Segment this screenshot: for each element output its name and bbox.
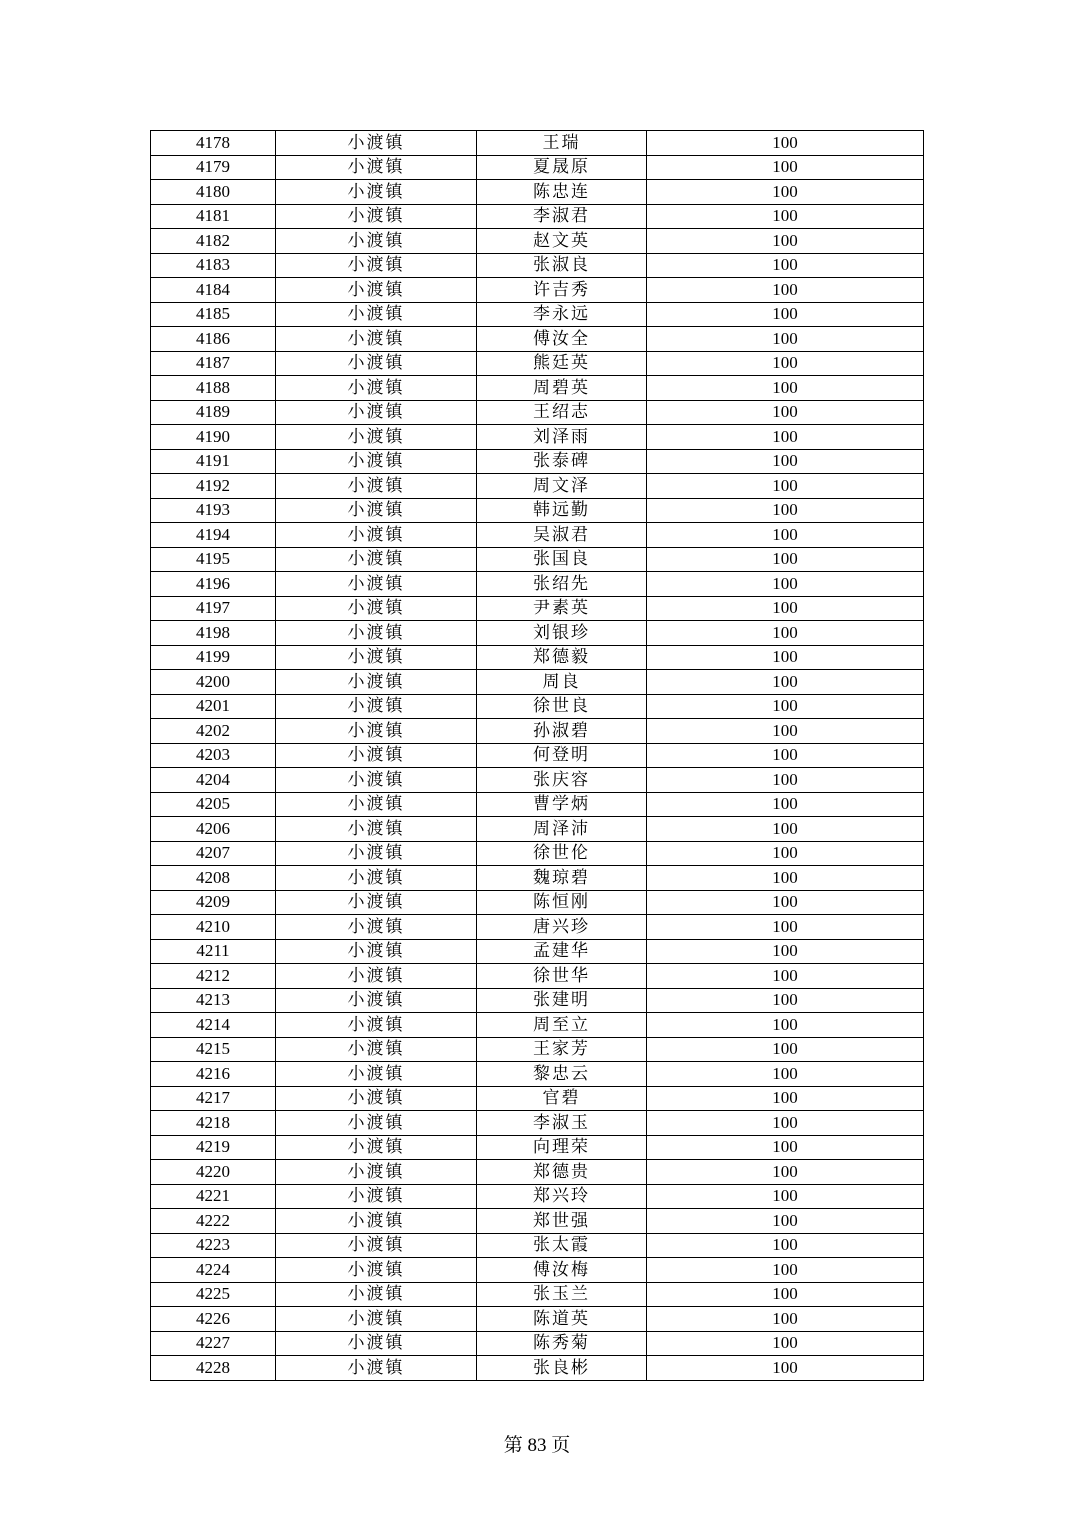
cell-number: 4224 bbox=[151, 1258, 276, 1283]
cell-town: 小渡镇 bbox=[276, 253, 477, 278]
table-row bbox=[151, 1184, 924, 1209]
cell-amount: 100 bbox=[647, 400, 924, 425]
cell-amount: 100 bbox=[647, 351, 924, 376]
cell-town: 小渡镇 bbox=[276, 1209, 477, 1234]
cell-amount: 100 bbox=[647, 204, 924, 229]
cell-town: 小渡镇 bbox=[276, 939, 477, 964]
cell-number: 4217 bbox=[151, 1086, 276, 1111]
cell-name: 张庆容 bbox=[477, 768, 647, 793]
cell-number: 4195 bbox=[151, 547, 276, 572]
cell-number: 4213 bbox=[151, 988, 276, 1013]
cell-number: 4225 bbox=[151, 1282, 276, 1307]
cell-amount: 100 bbox=[647, 180, 924, 205]
cell-town: 小渡镇 bbox=[276, 645, 477, 670]
cell-number: 4211 bbox=[151, 939, 276, 964]
cell-number: 4201 bbox=[151, 694, 276, 719]
cell-amount: 100 bbox=[647, 596, 924, 621]
cell-amount: 100 bbox=[647, 376, 924, 401]
table-row bbox=[151, 1233, 924, 1258]
table-row bbox=[151, 817, 924, 842]
cell-amount: 100 bbox=[647, 1013, 924, 1038]
cell-name: 郑德贵 bbox=[477, 1160, 647, 1185]
table-row bbox=[151, 278, 924, 303]
table-row bbox=[151, 866, 924, 891]
cell-number: 4189 bbox=[151, 400, 276, 425]
cell-town: 小渡镇 bbox=[276, 1282, 477, 1307]
cell-town: 小渡镇 bbox=[276, 1062, 477, 1087]
cell-number: 4214 bbox=[151, 1013, 276, 1038]
cell-amount: 100 bbox=[647, 1307, 924, 1332]
cell-number: 4191 bbox=[151, 449, 276, 474]
cell-town: 小渡镇 bbox=[276, 1356, 477, 1381]
cell-town: 小渡镇 bbox=[276, 621, 477, 646]
cell-number: 4185 bbox=[151, 302, 276, 327]
cell-name: 尹素英 bbox=[477, 596, 647, 621]
cell-amount: 100 bbox=[647, 1356, 924, 1381]
cell-town: 小渡镇 bbox=[276, 572, 477, 597]
cell-name: 韩远勤 bbox=[477, 498, 647, 523]
cell-town: 小渡镇 bbox=[276, 351, 477, 376]
cell-name: 张良彬 bbox=[477, 1356, 647, 1381]
cell-amount: 100 bbox=[647, 229, 924, 254]
table-row bbox=[151, 1160, 924, 1185]
table-row bbox=[151, 1135, 924, 1160]
page-number: 第 83 页 bbox=[503, 1435, 571, 1456]
table-row bbox=[151, 204, 924, 229]
cell-name: 孟建华 bbox=[477, 939, 647, 964]
cell-number: 4184 bbox=[151, 278, 276, 303]
table-row bbox=[151, 988, 924, 1013]
table-row bbox=[151, 1209, 924, 1234]
cell-town: 小渡镇 bbox=[276, 376, 477, 401]
cell-amount: 100 bbox=[647, 866, 924, 891]
cell-amount: 100 bbox=[647, 327, 924, 352]
table-row bbox=[151, 719, 924, 744]
table-row bbox=[151, 1111, 924, 1136]
cell-number: 4220 bbox=[151, 1160, 276, 1185]
table-row bbox=[151, 302, 924, 327]
cell-name: 傅汝梅 bbox=[477, 1258, 647, 1283]
table-body bbox=[151, 131, 924, 1381]
cell-name: 李淑君 bbox=[477, 204, 647, 229]
cell-town: 小渡镇 bbox=[276, 694, 477, 719]
cell-town: 小渡镇 bbox=[276, 425, 477, 450]
cell-name: 刘银珍 bbox=[477, 621, 647, 646]
cell-number: 4206 bbox=[151, 817, 276, 842]
cell-town: 小渡镇 bbox=[276, 1111, 477, 1136]
cell-name: 徐世伦 bbox=[477, 841, 647, 866]
table-row bbox=[151, 768, 924, 793]
cell-name: 张太霞 bbox=[477, 1233, 647, 1258]
cell-name: 郑世强 bbox=[477, 1209, 647, 1234]
cell-number: 4198 bbox=[151, 621, 276, 646]
cell-number: 4180 bbox=[151, 180, 276, 205]
table-row bbox=[151, 890, 924, 915]
table-row bbox=[151, 572, 924, 597]
cell-name: 周文泽 bbox=[477, 474, 647, 499]
cell-town: 小渡镇 bbox=[276, 670, 477, 695]
cell-town: 小渡镇 bbox=[276, 547, 477, 572]
cell-town: 小渡镇 bbox=[276, 155, 477, 180]
table-row bbox=[151, 155, 924, 180]
cell-amount: 100 bbox=[647, 817, 924, 842]
cell-amount: 100 bbox=[647, 719, 924, 744]
table-row bbox=[151, 1062, 924, 1087]
cell-town: 小渡镇 bbox=[276, 1307, 477, 1332]
cell-number: 4215 bbox=[151, 1037, 276, 1062]
cell-name: 张国良 bbox=[477, 547, 647, 572]
table-row bbox=[151, 1037, 924, 1062]
table-row bbox=[151, 964, 924, 989]
cell-amount: 100 bbox=[647, 792, 924, 817]
cell-amount: 100 bbox=[647, 449, 924, 474]
cell-name: 郑德毅 bbox=[477, 645, 647, 670]
cell-town: 小渡镇 bbox=[276, 719, 477, 744]
cell-number: 4221 bbox=[151, 1184, 276, 1209]
cell-town: 小渡镇 bbox=[276, 915, 477, 940]
cell-name: 熊廷英 bbox=[477, 351, 647, 376]
cell-amount: 100 bbox=[647, 498, 924, 523]
cell-town: 小渡镇 bbox=[276, 1184, 477, 1209]
cell-amount: 100 bbox=[647, 1233, 924, 1258]
cell-number: 4182 bbox=[151, 229, 276, 254]
cell-number: 4179 bbox=[151, 155, 276, 180]
cell-name: 曹学炳 bbox=[477, 792, 647, 817]
table-row bbox=[151, 792, 924, 817]
table-row bbox=[151, 743, 924, 768]
cell-number: 4207 bbox=[151, 841, 276, 866]
cell-number: 4209 bbox=[151, 890, 276, 915]
table-row bbox=[151, 449, 924, 474]
cell-name: 王瑞 bbox=[477, 131, 647, 156]
cell-name: 周至立 bbox=[477, 1013, 647, 1038]
cell-name: 夏晟原 bbox=[477, 155, 647, 180]
cell-town: 小渡镇 bbox=[276, 988, 477, 1013]
cell-name: 郑兴玲 bbox=[477, 1184, 647, 1209]
cell-number: 4196 bbox=[151, 572, 276, 597]
cell-number: 4227 bbox=[151, 1331, 276, 1356]
cell-amount: 100 bbox=[647, 474, 924, 499]
cell-amount: 100 bbox=[647, 1086, 924, 1111]
cell-number: 4219 bbox=[151, 1135, 276, 1160]
table-row bbox=[151, 841, 924, 866]
cell-name: 官碧 bbox=[477, 1086, 647, 1111]
table-row bbox=[151, 1331, 924, 1356]
cell-town: 小渡镇 bbox=[276, 964, 477, 989]
cell-name: 傅汝全 bbox=[477, 327, 647, 352]
cell-number: 4208 bbox=[151, 866, 276, 891]
cell-number: 4222 bbox=[151, 1209, 276, 1234]
cell-amount: 100 bbox=[647, 1331, 924, 1356]
table-row bbox=[151, 694, 924, 719]
cell-name: 陈忠连 bbox=[477, 180, 647, 205]
table-row bbox=[151, 645, 924, 670]
cell-number: 4183 bbox=[151, 253, 276, 278]
cell-town: 小渡镇 bbox=[276, 792, 477, 817]
cell-number: 4178 bbox=[151, 131, 276, 156]
cell-town: 小渡镇 bbox=[276, 1233, 477, 1258]
cell-amount: 100 bbox=[647, 670, 924, 695]
cell-name: 张玉兰 bbox=[477, 1282, 647, 1307]
cell-amount: 100 bbox=[647, 1135, 924, 1160]
cell-name: 张建明 bbox=[477, 988, 647, 1013]
cell-number: 4187 bbox=[151, 351, 276, 376]
table-row bbox=[151, 621, 924, 646]
cell-name: 吴淑君 bbox=[477, 523, 647, 548]
table-row bbox=[151, 1356, 924, 1381]
cell-amount: 100 bbox=[647, 890, 924, 915]
table-row bbox=[151, 474, 924, 499]
cell-name: 李淑玉 bbox=[477, 1111, 647, 1136]
table-row bbox=[151, 1307, 924, 1332]
cell-amount: 100 bbox=[647, 547, 924, 572]
table-row bbox=[151, 670, 924, 695]
data-table bbox=[150, 130, 924, 1381]
cell-amount: 100 bbox=[647, 572, 924, 597]
cell-amount: 100 bbox=[647, 1111, 924, 1136]
cell-amount: 100 bbox=[647, 155, 924, 180]
cell-number: 4203 bbox=[151, 743, 276, 768]
cell-town: 小渡镇 bbox=[276, 596, 477, 621]
cell-town: 小渡镇 bbox=[276, 866, 477, 891]
cell-amount: 100 bbox=[647, 939, 924, 964]
cell-number: 4202 bbox=[151, 719, 276, 744]
table-row bbox=[151, 1258, 924, 1283]
table-row bbox=[151, 327, 924, 352]
cell-amount: 100 bbox=[647, 253, 924, 278]
cell-name: 陈道英 bbox=[477, 1307, 647, 1332]
table-row bbox=[151, 253, 924, 278]
cell-number: 4193 bbox=[151, 498, 276, 523]
table-row bbox=[151, 915, 924, 940]
cell-name: 何登明 bbox=[477, 743, 647, 768]
cell-name: 陈秀菊 bbox=[477, 1331, 647, 1356]
cell-number: 4228 bbox=[151, 1356, 276, 1381]
cell-amount: 100 bbox=[647, 768, 924, 793]
cell-number: 4216 bbox=[151, 1062, 276, 1087]
cell-amount: 100 bbox=[647, 1282, 924, 1307]
cell-town: 小渡镇 bbox=[276, 1037, 477, 1062]
cell-number: 4199 bbox=[151, 645, 276, 670]
cell-amount: 100 bbox=[647, 523, 924, 548]
cell-town: 小渡镇 bbox=[276, 474, 477, 499]
cell-number: 4181 bbox=[151, 204, 276, 229]
cell-number: 4190 bbox=[151, 425, 276, 450]
cell-name: 徐世华 bbox=[477, 964, 647, 989]
table-row bbox=[151, 939, 924, 964]
table-row bbox=[151, 229, 924, 254]
cell-town: 小渡镇 bbox=[276, 743, 477, 768]
cell-amount: 100 bbox=[647, 1209, 924, 1234]
cell-number: 4223 bbox=[151, 1233, 276, 1258]
table-row bbox=[151, 547, 924, 572]
cell-town: 小渡镇 bbox=[276, 1013, 477, 1038]
cell-amount: 100 bbox=[647, 1160, 924, 1185]
cell-town: 小渡镇 bbox=[276, 131, 477, 156]
cell-town: 小渡镇 bbox=[276, 498, 477, 523]
cell-name: 周泽沛 bbox=[477, 817, 647, 842]
cell-name: 陈恒刚 bbox=[477, 890, 647, 915]
cell-number: 4200 bbox=[151, 670, 276, 695]
cell-town: 小渡镇 bbox=[276, 229, 477, 254]
table-row bbox=[151, 131, 924, 156]
cell-name: 周良 bbox=[477, 670, 647, 695]
cell-amount: 100 bbox=[647, 841, 924, 866]
cell-number: 4192 bbox=[151, 474, 276, 499]
cell-amount: 100 bbox=[647, 1062, 924, 1087]
cell-name: 王绍志 bbox=[477, 400, 647, 425]
table-row bbox=[151, 1086, 924, 1111]
cell-amount: 100 bbox=[647, 131, 924, 156]
table-row bbox=[151, 425, 924, 450]
cell-number: 4212 bbox=[151, 964, 276, 989]
cell-town: 小渡镇 bbox=[276, 180, 477, 205]
cell-town: 小渡镇 bbox=[276, 523, 477, 548]
cell-amount: 100 bbox=[647, 645, 924, 670]
cell-name: 黎忠云 bbox=[477, 1062, 647, 1087]
cell-number: 4186 bbox=[151, 327, 276, 352]
cell-name: 赵文英 bbox=[477, 229, 647, 254]
cell-number: 4210 bbox=[151, 915, 276, 940]
cell-town: 小渡镇 bbox=[276, 817, 477, 842]
table-row bbox=[151, 376, 924, 401]
cell-name: 李永远 bbox=[477, 302, 647, 327]
cell-town: 小渡镇 bbox=[276, 768, 477, 793]
cell-name: 唐兴珍 bbox=[477, 915, 647, 940]
cell-name: 向理荣 bbox=[477, 1135, 647, 1160]
table-row bbox=[151, 596, 924, 621]
table-row bbox=[151, 523, 924, 548]
cell-town: 小渡镇 bbox=[276, 1135, 477, 1160]
cell-amount: 100 bbox=[647, 915, 924, 940]
cell-name: 魏琼碧 bbox=[477, 866, 647, 891]
cell-amount: 100 bbox=[647, 964, 924, 989]
table-row bbox=[151, 1282, 924, 1307]
table-row bbox=[151, 351, 924, 376]
cell-name: 王家芳 bbox=[477, 1037, 647, 1062]
cell-amount: 100 bbox=[647, 1258, 924, 1283]
cell-town: 小渡镇 bbox=[276, 400, 477, 425]
cell-name: 许吉秀 bbox=[477, 278, 647, 303]
cell-town: 小渡镇 bbox=[276, 449, 477, 474]
table-row bbox=[151, 1013, 924, 1038]
cell-town: 小渡镇 bbox=[276, 890, 477, 915]
cell-amount: 100 bbox=[647, 694, 924, 719]
cell-name: 孙淑碧 bbox=[477, 719, 647, 744]
cell-town: 小渡镇 bbox=[276, 1160, 477, 1185]
table-row bbox=[151, 180, 924, 205]
cell-town: 小渡镇 bbox=[276, 1331, 477, 1356]
cell-number: 4218 bbox=[151, 1111, 276, 1136]
cell-number: 4188 bbox=[151, 376, 276, 401]
cell-town: 小渡镇 bbox=[276, 1258, 477, 1283]
cell-amount: 100 bbox=[647, 743, 924, 768]
table-row bbox=[151, 400, 924, 425]
cell-amount: 100 bbox=[647, 425, 924, 450]
cell-town: 小渡镇 bbox=[276, 841, 477, 866]
cell-town: 小渡镇 bbox=[276, 327, 477, 352]
cell-town: 小渡镇 bbox=[276, 278, 477, 303]
cell-number: 4226 bbox=[151, 1307, 276, 1332]
cell-name: 周碧英 bbox=[477, 376, 647, 401]
cell-number: 4204 bbox=[151, 768, 276, 793]
cell-name: 张淑良 bbox=[477, 253, 647, 278]
cell-name: 张泰碑 bbox=[477, 449, 647, 474]
table-row bbox=[151, 498, 924, 523]
cell-name: 徐世良 bbox=[477, 694, 647, 719]
cell-amount: 100 bbox=[647, 988, 924, 1013]
cell-name: 张绍先 bbox=[477, 572, 647, 597]
cell-number: 4205 bbox=[151, 792, 276, 817]
cell-amount: 100 bbox=[647, 278, 924, 303]
cell-town: 小渡镇 bbox=[276, 302, 477, 327]
cell-amount: 100 bbox=[647, 1184, 924, 1209]
cell-town: 小渡镇 bbox=[276, 204, 477, 229]
cell-town: 小渡镇 bbox=[276, 1086, 477, 1111]
cell-number: 4194 bbox=[151, 523, 276, 548]
cell-amount: 100 bbox=[647, 621, 924, 646]
cell-amount: 100 bbox=[647, 302, 924, 327]
cell-number: 4197 bbox=[151, 596, 276, 621]
cell-amount: 100 bbox=[647, 1037, 924, 1062]
cell-name: 刘泽雨 bbox=[477, 425, 647, 450]
